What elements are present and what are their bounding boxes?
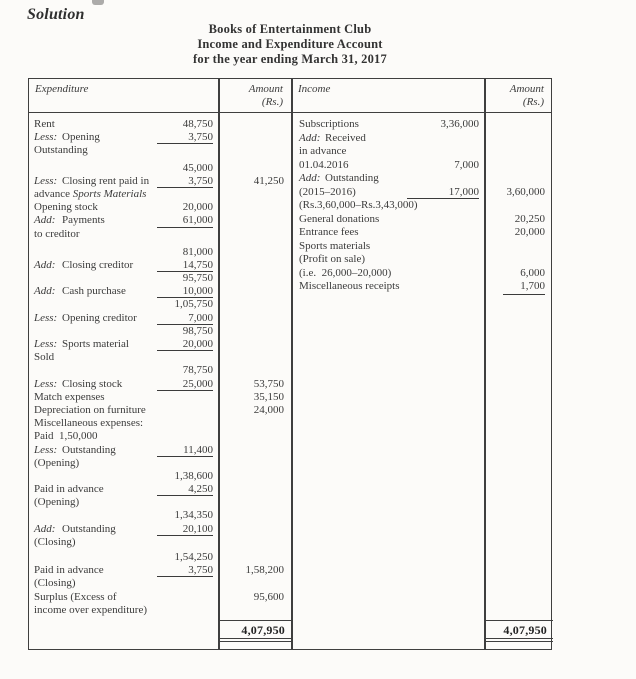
row-amount-value: 1,700: [503, 280, 545, 295]
row-label-area: [29, 338, 218, 351]
income-total: 4,07,950: [484, 620, 553, 639]
row-prefix: Less:: [34, 311, 58, 324]
row-label: to creditor: [34, 227, 80, 240]
table-row: [29, 175, 291, 188]
row-label-area: [291, 145, 484, 159]
row-label: (Rs.3,60,000–Rs.3,43,000): [299, 199, 418, 211]
table-row: [29, 201, 291, 214]
row-amount: [218, 523, 291, 536]
header-expenditure-amount: [217, 79, 290, 112]
row-amount-value: 24,000: [253, 403, 284, 416]
row-sub-amount: 45,000: [182, 161, 213, 174]
row-sub-amount: 3,36,000: [440, 118, 479, 130]
row-sub-amount: 20,100: [157, 523, 213, 536]
row-label-area: [291, 172, 484, 186]
row-label-area: [291, 199, 484, 213]
table-row: [29, 272, 291, 285]
row-label: Rent: [34, 118, 55, 130]
row-label-area: [29, 591, 218, 604]
table-row: [29, 470, 291, 483]
divider-income-amount: [484, 79, 486, 649]
row-label: Sports material: [62, 338, 129, 350]
row-amount: [484, 253, 553, 267]
row-label-area: [29, 404, 218, 417]
row-label-area: [29, 201, 218, 214]
row-sub-amount: 98,750: [182, 324, 213, 337]
row-label-area: [29, 118, 218, 131]
income-expenditure-table: [28, 78, 552, 650]
row-amount: [218, 496, 291, 509]
table-row: [29, 162, 291, 175]
row-prefix: Less:: [34, 443, 58, 456]
table-row: [291, 213, 553, 227]
row-label: Outstanding: [62, 522, 116, 535]
table-row: [29, 404, 291, 417]
table-row: [29, 417, 291, 430]
row-amount: [218, 470, 291, 483]
row-label: Match expenses: [34, 390, 105, 403]
row-label-area: [29, 272, 218, 285]
row-sub-amount: 1,34,350: [174, 509, 213, 522]
row-amount: [218, 228, 291, 241]
row-amount: [218, 162, 291, 175]
row-sub-amount: 1,54,250: [174, 551, 213, 563]
row-amount: [218, 378, 291, 391]
row-label: Closing rent paid in: [62, 174, 150, 187]
row-label-area: [29, 312, 218, 325]
expenditure-total: 4,07,950: [218, 620, 291, 639]
row-label-area: [29, 577, 218, 590]
title-line-3: for the year ending March 31, 2017: [193, 52, 387, 66]
table-row: [29, 285, 291, 298]
row-sub-amount: 1,05,750: [174, 298, 213, 311]
header-amount-word: Amount: [509, 83, 544, 95]
table-row: [29, 312, 291, 325]
row-sub-amount: 81,000: [182, 245, 213, 258]
row-label: Closing stock: [62, 377, 123, 390]
row-sub-amount: 3,750: [157, 564, 213, 577]
row-label-area: [29, 175, 218, 188]
row-sub-amount: 95,750: [182, 272, 213, 285]
row-label-area: [29, 551, 218, 564]
row-label-area: [29, 325, 218, 338]
row-amount-value: 41,250: [253, 174, 284, 187]
table-row: [29, 577, 291, 590]
row-sub-amount: 3,750: [157, 131, 213, 144]
table-row: [29, 118, 291, 131]
row-amount: [218, 144, 291, 157]
row-label: Outstanding: [62, 443, 116, 456]
row-sub-amount: 10,000: [157, 285, 213, 298]
row-prefix: Add:: [34, 258, 56, 271]
row-label: Opening stock: [34, 201, 98, 214]
table-header-row: [29, 79, 551, 113]
table-row: [291, 253, 553, 267]
row-label: (Opening): [34, 456, 80, 469]
table-row: [291, 226, 553, 240]
table-row: [29, 188, 291, 201]
row-prefix: Add:: [34, 285, 56, 298]
row-amount-value: 95,600: [253, 590, 284, 603]
row-label-area: [29, 417, 218, 430]
row-label: Paid 1,50,000: [34, 430, 98, 443]
row-amount: [484, 132, 553, 146]
row-amount: [218, 175, 291, 188]
row-label-area: [29, 259, 218, 272]
row-sub-amount: 11,400: [157, 444, 213, 457]
row-label-area: [291, 226, 484, 240]
row-amount: [218, 285, 291, 298]
row-label: Cash purchase: [62, 285, 126, 298]
row-label-area: [29, 391, 218, 404]
row-sub-amount: 20,000: [182, 201, 213, 214]
row-label-area: [29, 536, 218, 549]
row-label-area: [29, 188, 218, 201]
row-label-area: [291, 280, 484, 294]
row-label: 01.04.2016: [299, 158, 349, 171]
table-row: [291, 280, 553, 294]
row-label-area: [29, 604, 218, 617]
row-sub-amount: 25,000: [157, 378, 213, 391]
row-label: Outstanding: [325, 172, 379, 184]
row-amount: [484, 199, 553, 213]
row-label-area: [29, 298, 218, 311]
row-sub-amount: 78,750: [182, 364, 213, 377]
row-label-area: [291, 267, 484, 281]
table-row: [29, 483, 291, 496]
row-amount: [218, 312, 291, 325]
row-amount: [218, 577, 291, 590]
table-row: [29, 228, 291, 241]
row-amount: [218, 272, 291, 285]
row-label: Miscellaneous expenses:: [34, 417, 144, 430]
table-row: [29, 536, 291, 549]
row-amount-value: 35,150: [253, 390, 284, 403]
row-amount: [218, 351, 291, 364]
row-amount: [484, 172, 553, 186]
row-amount: [218, 364, 291, 377]
header-income: Income: [298, 83, 331, 95]
row-label: (Profit on sale): [299, 253, 365, 265]
table-row: [291, 118, 553, 132]
table-row: [29, 551, 291, 564]
row-amount: [218, 551, 291, 564]
row-label-area: [29, 470, 218, 483]
row-amount: [218, 404, 291, 417]
row-label: Sports materials: [299, 239, 371, 252]
row-label: (2015–2016): [299, 185, 356, 198]
row-label: (i.e. 26,000–20,000): [299, 266, 392, 279]
expenditure-column: [29, 118, 291, 617]
row-sub-amount: 1,38,600: [174, 469, 213, 482]
row-amount-value: 3,60,000: [506, 185, 545, 198]
row-amount: [218, 259, 291, 272]
row-label-area: [29, 430, 218, 443]
row-amount: [218, 188, 291, 201]
row-amount: [218, 246, 291, 259]
row-label-area: [29, 564, 218, 577]
row-label: advance: [34, 187, 73, 200]
row-label-area: [29, 444, 218, 457]
row-sub-amount: 20,000: [157, 338, 213, 351]
row-label-area: [29, 523, 218, 536]
row-label: income over expenditure): [34, 603, 148, 616]
divider-center: [291, 79, 293, 649]
row-label: Received: [325, 131, 366, 144]
table-row: [29, 391, 291, 404]
row-amount: [218, 444, 291, 457]
row-amount: [484, 159, 553, 173]
table-row: [29, 259, 291, 272]
income-total-box: [484, 620, 553, 642]
row-amount-value: 53,750: [253, 377, 284, 390]
row-label: Sold: [34, 351, 55, 364]
table-row: [29, 604, 291, 617]
row-label-area: [29, 351, 218, 364]
row-prefix: Add:: [299, 131, 321, 144]
table-row: [291, 267, 553, 281]
table-row: [29, 430, 291, 443]
double-rule: [218, 639, 291, 642]
table-row: [291, 132, 553, 146]
table-row: [291, 240, 553, 254]
table-row: [29, 325, 291, 338]
row-sub-amount: 17,000: [407, 186, 479, 200]
table-row: [291, 145, 553, 159]
row-label: in advance: [299, 145, 347, 157]
header-rs-word: (Rs.): [261, 96, 283, 108]
table-row: [29, 364, 291, 377]
header-expenditure: Expenditure: [35, 83, 89, 95]
table-row: [29, 591, 291, 604]
table-row: [29, 457, 291, 470]
row-label-area: [29, 214, 218, 227]
row-sub-amount: 48,750: [182, 118, 213, 130]
row-amount: [218, 298, 291, 311]
header-income-amount: [482, 79, 551, 112]
row-amount: [218, 118, 291, 131]
row-sub-amount: 4,250: [157, 483, 213, 496]
row-label-italic: Sports Materials: [72, 187, 147, 200]
row-label: Outstanding: [34, 144, 88, 157]
row-label-area: [291, 186, 484, 200]
row-label-area: [291, 132, 484, 146]
double-rule: [484, 639, 553, 642]
table-row: [291, 172, 553, 186]
table-row: [291, 186, 553, 200]
table-row: [29, 246, 291, 259]
row-label-area: [29, 246, 218, 259]
row-label: (Closing): [34, 577, 76, 590]
row-label-area: [29, 228, 218, 241]
row-amount: [218, 131, 291, 144]
row-amount: [218, 536, 291, 549]
row-amount: [484, 267, 553, 281]
row-prefix: Less:: [34, 338, 58, 350]
row-label: Payments: [62, 214, 105, 227]
row-sub-amount: 7,000: [454, 158, 479, 171]
row-amount: [218, 509, 291, 522]
row-prefix: Less:: [34, 377, 58, 390]
row-label: Subscriptions: [299, 118, 359, 130]
row-amount: [218, 564, 291, 577]
table-row: [29, 351, 291, 364]
row-label: (Closing): [34, 535, 76, 548]
table-row: [29, 564, 291, 577]
row-label-area: [291, 253, 484, 267]
row-label-area: [291, 118, 484, 132]
header-rs-word: (Rs.): [522, 96, 544, 108]
row-amount-value: 20,000: [514, 226, 545, 238]
solution-heading: Solution: [27, 6, 85, 23]
table-row: [291, 159, 553, 173]
row-amount: [484, 118, 553, 132]
row-label-area: [29, 509, 218, 522]
row-amount: [218, 201, 291, 214]
row-sub-amount: 61,000: [157, 214, 213, 227]
row-amount: [484, 240, 553, 254]
row-label-area: [29, 364, 218, 377]
row-sub-amount: 7,000: [157, 312, 213, 325]
row-amount: [484, 145, 553, 159]
row-label-area: [29, 144, 218, 157]
row-label-area: [29, 483, 218, 496]
row-label: Opening creditor: [62, 311, 137, 324]
row-label-area: [29, 496, 218, 509]
row-amount: [484, 226, 553, 240]
row-prefix: Add:: [299, 172, 321, 184]
title-line-2: Income and Expenditure Account: [197, 37, 383, 51]
account-title-block: [28, 22, 552, 67]
table-row: [29, 144, 291, 157]
row-label: (Opening): [34, 496, 80, 509]
row-amount: [218, 457, 291, 470]
row-label-area: [291, 213, 484, 227]
row-label: Closing creditor: [62, 258, 134, 271]
row-prefix: Less:: [34, 174, 58, 187]
row-label-area: [29, 378, 218, 391]
row-amount: [218, 214, 291, 227]
row-label: Opening: [62, 131, 100, 144]
table-row: [29, 523, 291, 536]
row-prefix: Less:: [34, 131, 58, 144]
table-row: [29, 338, 291, 351]
row-amount: [218, 417, 291, 430]
row-prefix: Add:: [34, 214, 56, 227]
table-row: [29, 378, 291, 391]
row-amount-value: 20,250: [514, 212, 545, 225]
row-label-area: [291, 240, 484, 254]
row-label: Paid in advance: [34, 483, 104, 496]
table-row: [291, 199, 553, 213]
row-label: Paid in advance: [34, 564, 104, 577]
row-label-area: [291, 159, 484, 173]
row-amount: [218, 391, 291, 404]
row-label: Depreciation on furniture: [34, 403, 146, 416]
scan-artifact: [92, 0, 104, 5]
row-amount: [218, 338, 291, 351]
row-amount-value: 1,58,200: [245, 564, 284, 577]
row-amount: [218, 483, 291, 496]
divider-expenditure-amount: [218, 79, 220, 649]
row-amount: [484, 186, 553, 200]
row-amount: [218, 325, 291, 338]
table-row: [29, 496, 291, 509]
row-amount: [484, 213, 553, 227]
row-label-area: [29, 285, 218, 298]
income-column: [291, 118, 553, 294]
row-amount-value: 6,000: [520, 266, 545, 279]
row-sub-amount: 14,750: [157, 259, 213, 272]
title-line-1: Books of Entertainment Club: [208, 22, 372, 36]
row-label: Miscellaneous receipts: [299, 280, 400, 292]
row-prefix: Add:: [34, 522, 56, 535]
table-row: [29, 214, 291, 227]
expenditure-total-box: [218, 620, 291, 642]
row-label-area: [29, 457, 218, 470]
row-label: Entrance fees: [299, 226, 359, 238]
row-amount: [218, 430, 291, 443]
row-amount: [218, 604, 291, 617]
header-amount-word: Amount: [248, 83, 283, 95]
table-row: [29, 444, 291, 457]
row-label-area: [29, 162, 218, 175]
row-amount: [218, 591, 291, 604]
row-sub-amount: 3,750: [157, 175, 213, 188]
table-row: [29, 298, 291, 311]
row-label: General donations: [299, 212, 380, 225]
table-row: [29, 509, 291, 522]
row-label: Surplus (Excess of: [34, 590, 117, 603]
table-row: [29, 131, 291, 144]
row-label-area: [29, 131, 218, 144]
row-amount: [484, 280, 553, 294]
